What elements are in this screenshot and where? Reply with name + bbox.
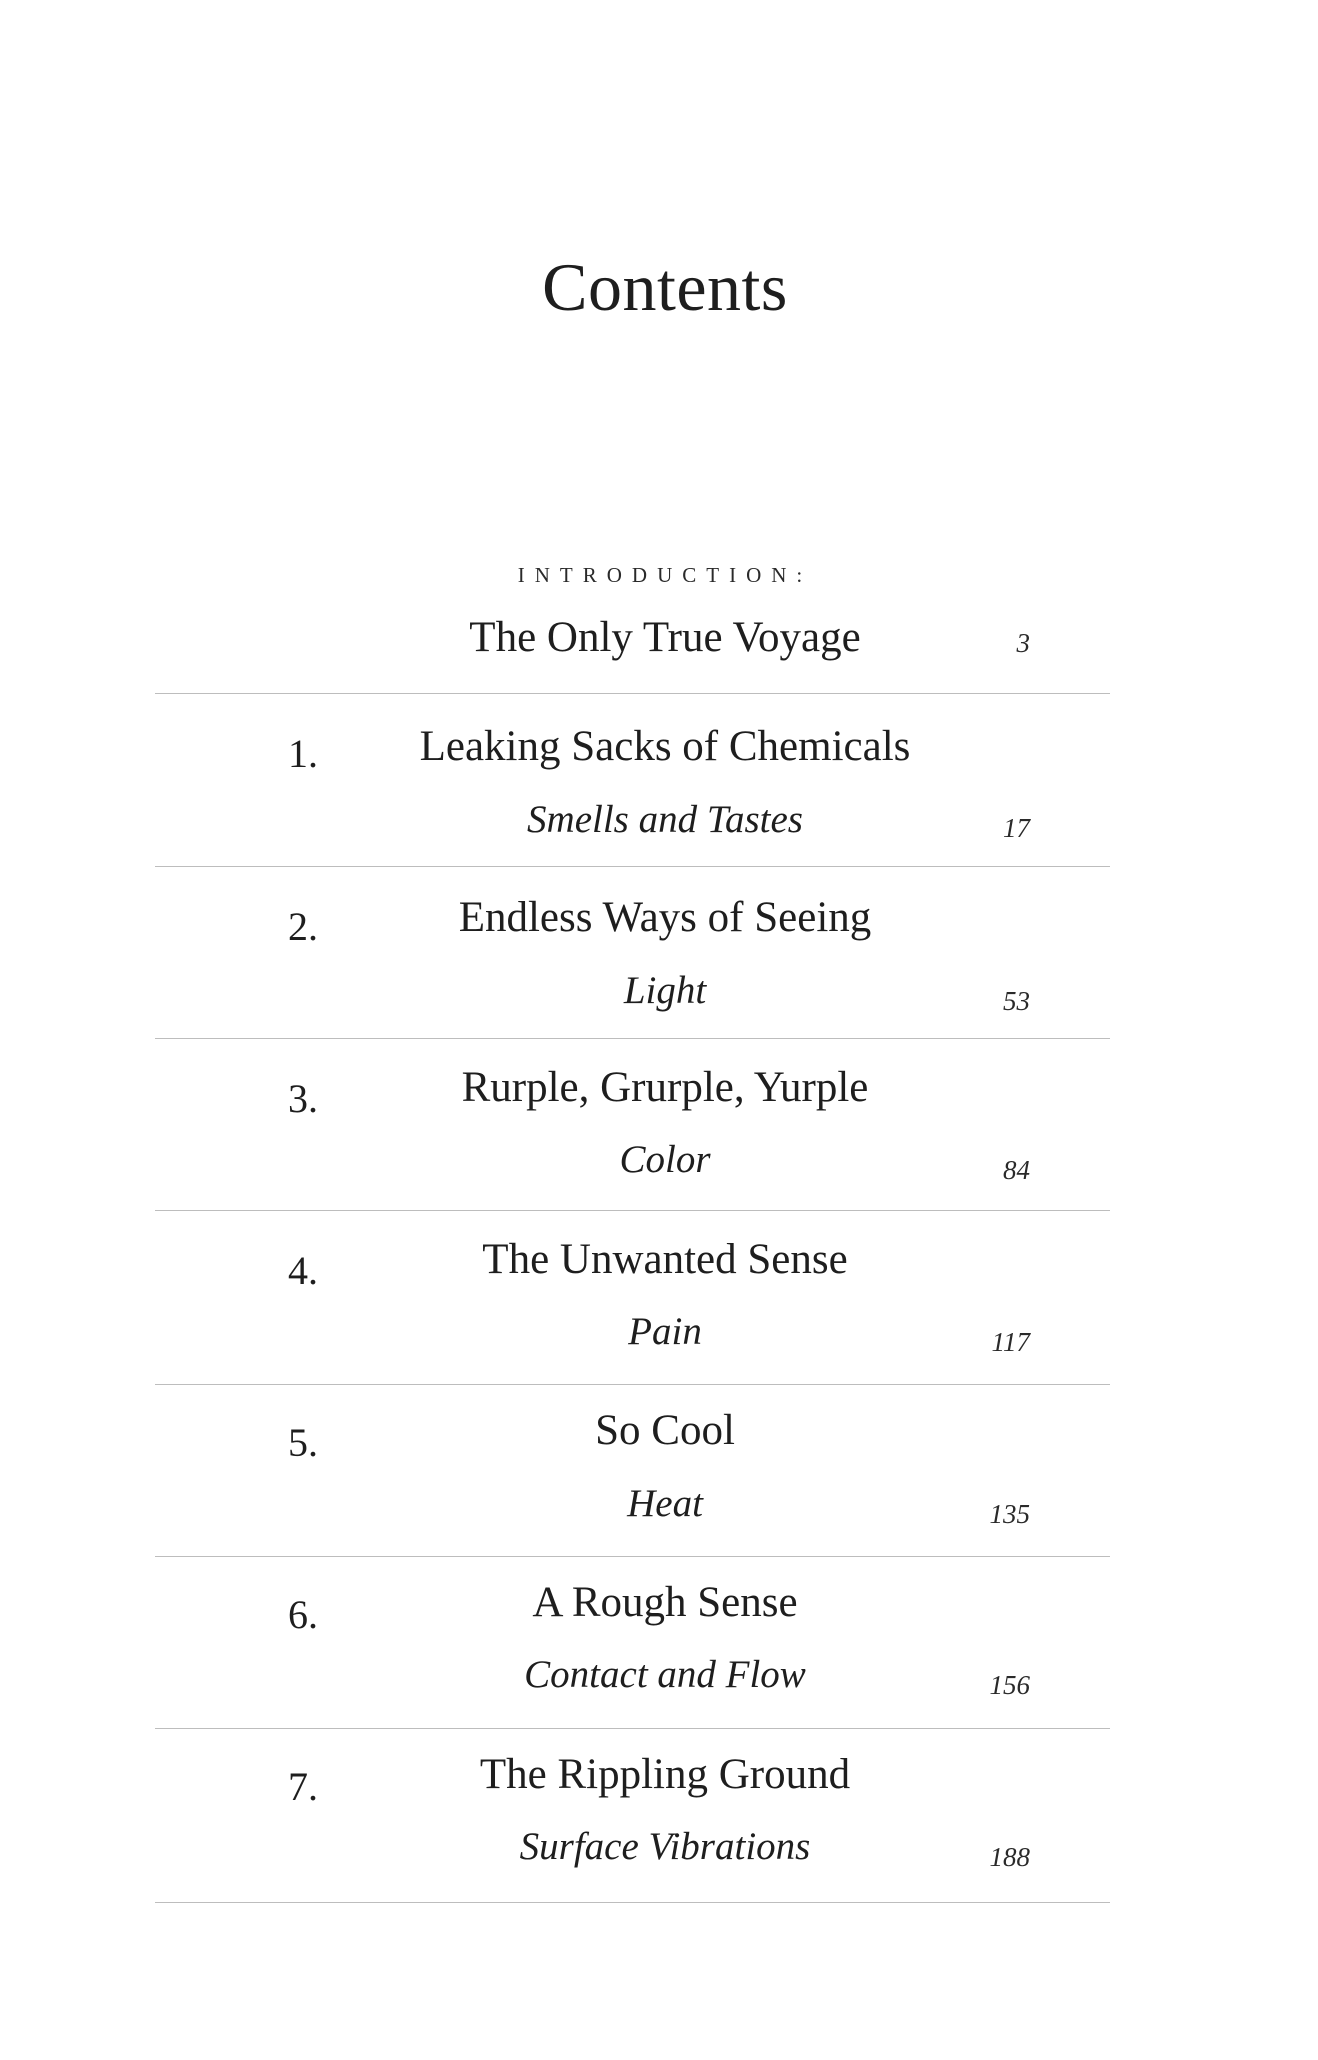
- page-title: Contents: [542, 249, 788, 325]
- chapter-number: 2.: [288, 904, 318, 949]
- divider: [155, 1728, 1110, 1729]
- divider: [155, 1902, 1110, 1903]
- chapter-title[interactable]: Rurple, Grurple, Yurple: [461, 1064, 869, 1111]
- chapter-subtitle[interactable]: Smells and Tastes: [527, 798, 803, 841]
- chapter-number: 3.: [288, 1076, 318, 1121]
- chapter-number: 4.: [288, 1248, 318, 1293]
- chapter-page-number[interactable]: 117: [991, 1327, 1030, 1357]
- introduction-title[interactable]: The Only True Voyage: [469, 614, 861, 661]
- chapter-subtitle[interactable]: Surface Vibrations: [519, 1825, 811, 1868]
- divider: [155, 866, 1110, 867]
- chapter-page-number[interactable]: 53: [1003, 986, 1030, 1016]
- chapter-page-number[interactable]: 188: [989, 1842, 1030, 1872]
- chapter-title[interactable]: The Unwanted Sense: [482, 1236, 848, 1283]
- chapter-subtitle[interactable]: Light: [623, 969, 707, 1012]
- chapter-page-number[interactable]: 135: [989, 1499, 1030, 1529]
- chapter-subtitle[interactable]: Color: [619, 1138, 711, 1181]
- chapter-page-number[interactable]: 84: [1003, 1155, 1030, 1185]
- divider: [155, 1556, 1110, 1557]
- chapter-title[interactable]: Endless Ways of Seeing: [458, 894, 872, 941]
- chapter-title[interactable]: Leaking Sacks of Chemicals: [419, 723, 911, 770]
- chapter-number: 1.: [288, 731, 318, 776]
- divider: [155, 693, 1110, 694]
- introduction-page-number[interactable]: 3: [1016, 628, 1030, 658]
- chapter-subtitle[interactable]: Heat: [627, 1482, 703, 1525]
- divider: [155, 1038, 1110, 1039]
- chapter-title[interactable]: A Rough Sense: [532, 1579, 798, 1626]
- chapter-subtitle[interactable]: Pain: [628, 1310, 702, 1353]
- divider: [155, 1384, 1110, 1385]
- chapter-page-number[interactable]: 156: [989, 1670, 1030, 1700]
- chapter-number: 7.: [288, 1764, 318, 1809]
- chapter-title[interactable]: The Rippling Ground: [479, 1751, 851, 1798]
- chapter-title[interactable]: So Cool: [595, 1407, 735, 1454]
- introduction-label: INTRODUCTION:: [517, 563, 813, 587]
- divider: [155, 1210, 1110, 1211]
- chapter-number: 6.: [288, 1592, 318, 1637]
- chapter-page-number[interactable]: 17: [1003, 813, 1030, 843]
- chapter-subtitle[interactable]: Contact and Flow: [524, 1653, 806, 1696]
- chapter-number: 5.: [288, 1420, 318, 1465]
